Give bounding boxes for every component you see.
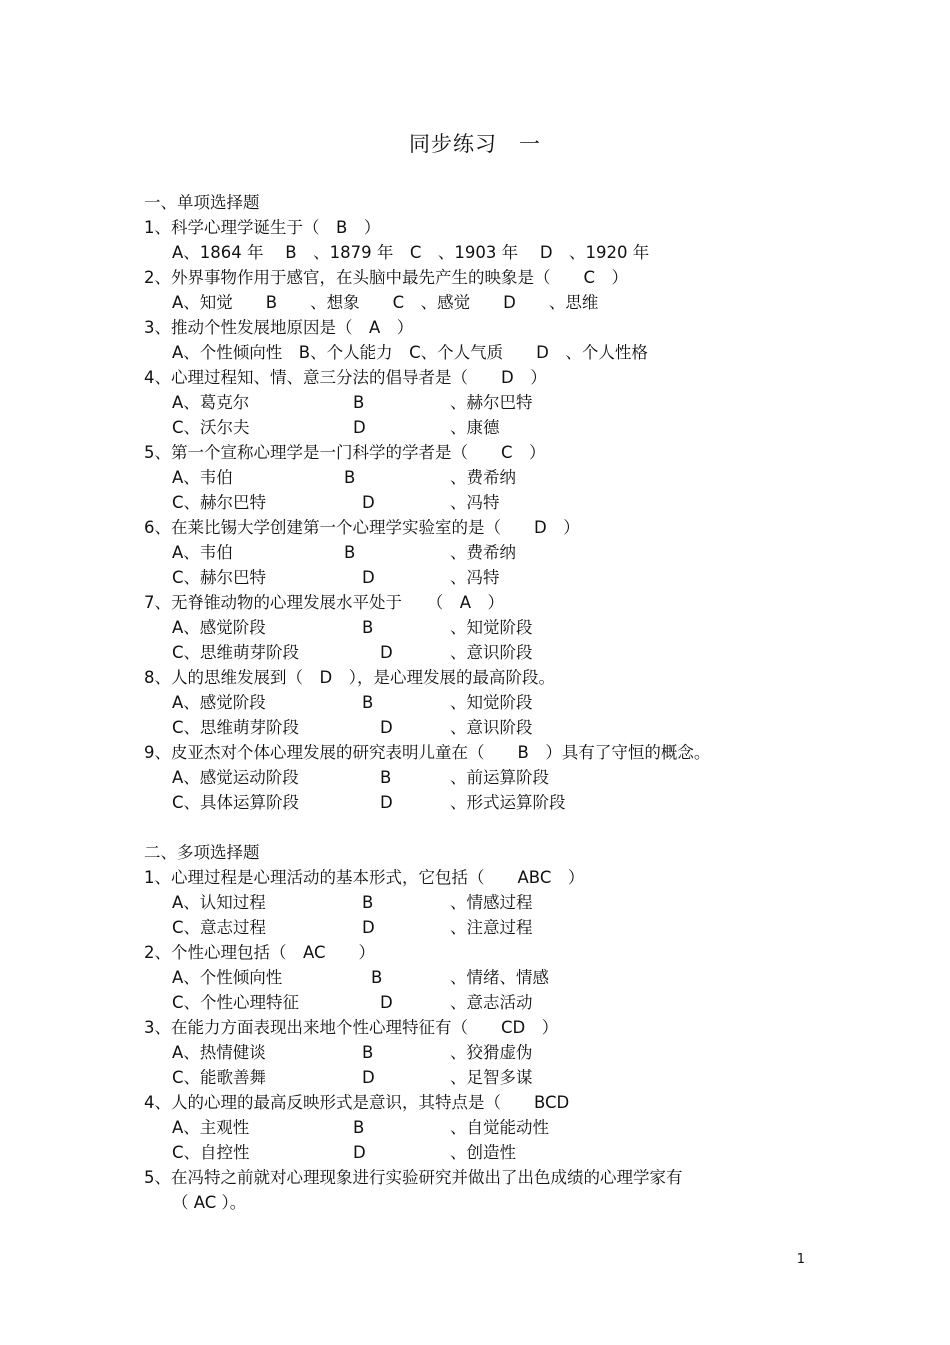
question-options: A、1864 年 B 、1879 年 C 、1903 年 D 、1920 年 bbox=[172, 243, 650, 262]
option-c: C、思维萌芽阶段 bbox=[172, 718, 300, 737]
option-b-letter: B bbox=[362, 1043, 374, 1062]
option-d-letter: D bbox=[362, 493, 375, 512]
option-b: 、情绪、情感 bbox=[450, 968, 549, 987]
option-a: A、认知过程 bbox=[172, 893, 266, 912]
option-b-letter: B bbox=[380, 768, 392, 787]
option-b: 、自觉能动性 bbox=[450, 1118, 549, 1137]
question-stem: 9、皮亚杰对个体心理发展的研究表明儿童在（ B ）具有了守恒的概念。 bbox=[144, 743, 711, 762]
option-d: 、意识阶段 bbox=[450, 718, 533, 737]
option-d-letter: D bbox=[380, 718, 393, 737]
question-stem: 1、科学心理学诞生于（ B ） bbox=[144, 218, 381, 237]
option-d-letter: D bbox=[353, 418, 366, 437]
option-d-letter: D bbox=[362, 1068, 375, 1087]
option-c: C、赫尔巴特 bbox=[172, 568, 267, 587]
option-d: 、意识阶段 bbox=[450, 643, 533, 662]
option-b-letter: B bbox=[353, 1118, 365, 1137]
question-stem: 3、在能力方面表现出来地个性心理特征有（ CD ） bbox=[144, 1018, 559, 1037]
option-d: 、冯特 bbox=[450, 493, 500, 512]
option-a: A、个性倾向性 bbox=[172, 968, 283, 987]
option-a: A、韦伯 bbox=[172, 543, 233, 562]
option-b-letter: B bbox=[344, 468, 356, 487]
question-stem: 2、外界事物作用于感官，在头脑中最先产生的映象是（ C ） bbox=[144, 268, 629, 287]
option-a: A、韦伯 bbox=[172, 468, 233, 487]
option-c: C、意志过程 bbox=[172, 918, 267, 937]
option-d-letter: D bbox=[362, 568, 375, 587]
option-d-letter: D bbox=[380, 793, 393, 812]
option-d-letter: D bbox=[362, 918, 375, 937]
question-stem: 1、心理过程是心理活动的基本形式，它包括（ ABC ） bbox=[144, 868, 585, 887]
option-c: C、沃尔夫 bbox=[172, 418, 250, 437]
question-stem-continuation: （ AC ）。 bbox=[172, 1193, 247, 1212]
option-b-letter: B bbox=[371, 968, 383, 987]
option-a: A、感觉运动阶段 bbox=[172, 768, 299, 787]
page-number: 1 bbox=[796, 1252, 805, 1267]
option-b: 、费希纳 bbox=[450, 543, 516, 562]
option-d-letter: D bbox=[380, 643, 393, 662]
option-d-letter: D bbox=[353, 1143, 366, 1162]
question-stem: 2、个性心理包括（ AC ） bbox=[144, 943, 376, 962]
question-options: A、知觉 B 、想象 C 、感觉 D 、思维 bbox=[172, 293, 599, 312]
question-options: A、个性倾向性 B、个人能力 C、个人气质 D 、个人性格 bbox=[172, 343, 648, 362]
question-stem: 8、人的思维发展到（ D ），是心理发展的最高阶段。 bbox=[144, 668, 555, 687]
option-d-letter: D bbox=[380, 993, 393, 1012]
page-title: 同步练习 一 bbox=[409, 132, 541, 156]
option-b-letter: B bbox=[362, 893, 374, 912]
option-b-letter: B bbox=[362, 693, 374, 712]
option-b-letter: B bbox=[353, 393, 365, 412]
question-stem: 3、推动个性发展地原因是（ A ） bbox=[144, 318, 414, 337]
option-b: 、赫尔巴特 bbox=[450, 393, 533, 412]
option-b-letter: B bbox=[344, 543, 356, 562]
option-a: A、感觉阶段 bbox=[172, 618, 266, 637]
option-b: 、知觉阶段 bbox=[450, 618, 533, 637]
question-stem: 7、无脊锥动物的心理发展水平处于 （ A ） bbox=[144, 593, 505, 612]
option-c: C、自控性 bbox=[172, 1143, 250, 1162]
option-c: C、思维萌芽阶段 bbox=[172, 643, 300, 662]
option-a: A、主观性 bbox=[172, 1118, 250, 1137]
section-heading: 二、多项选择题 bbox=[144, 843, 260, 862]
option-c: C、能歌善舞 bbox=[172, 1068, 267, 1087]
option-d: 、意志活动 bbox=[450, 993, 533, 1012]
option-c: C、个性心理特征 bbox=[172, 993, 300, 1012]
option-b: 、情感过程 bbox=[450, 893, 533, 912]
option-d: 、注意过程 bbox=[450, 918, 533, 937]
question-stem: 6、在莱比锡大学创建第一个心理学实验室的是（ D ） bbox=[144, 518, 580, 537]
option-b: 、费希纳 bbox=[450, 468, 516, 487]
option-d: 、冯特 bbox=[450, 568, 500, 587]
option-d: 、康德 bbox=[450, 418, 500, 437]
question-stem: 5、在冯特之前就对心理现象进行实验研究并做出了出色成绩的心理学家有 bbox=[144, 1168, 683, 1187]
option-d: 、创造性 bbox=[450, 1143, 516, 1162]
option-a: A、热情健谈 bbox=[172, 1043, 266, 1062]
question-stem: 5、第一个宣称心理学是一门科学的学者是（ C ） bbox=[144, 443, 546, 462]
option-c: C、具体运算阶段 bbox=[172, 793, 300, 812]
option-d: 、形式运算阶段 bbox=[450, 793, 566, 812]
option-a: A、葛克尔 bbox=[172, 393, 250, 412]
option-a: A、感觉阶段 bbox=[172, 693, 266, 712]
option-b: 、前运算阶段 bbox=[450, 768, 549, 787]
question-stem: 4、人的心理的最高反映形式是意识，其特点是（ BCD bbox=[144, 1093, 570, 1112]
option-d: 、足智多谋 bbox=[450, 1068, 533, 1087]
option-b: 、知觉阶段 bbox=[450, 693, 533, 712]
option-c: C、赫尔巴特 bbox=[172, 493, 267, 512]
option-b: 、狡猾虚伪 bbox=[450, 1043, 533, 1062]
question-stem: 4、心理过程知、情、意三分法的倡导者是（ D ） bbox=[144, 368, 547, 387]
section-heading: 一、单项选择题 bbox=[144, 193, 260, 212]
option-b-letter: B bbox=[362, 618, 374, 637]
